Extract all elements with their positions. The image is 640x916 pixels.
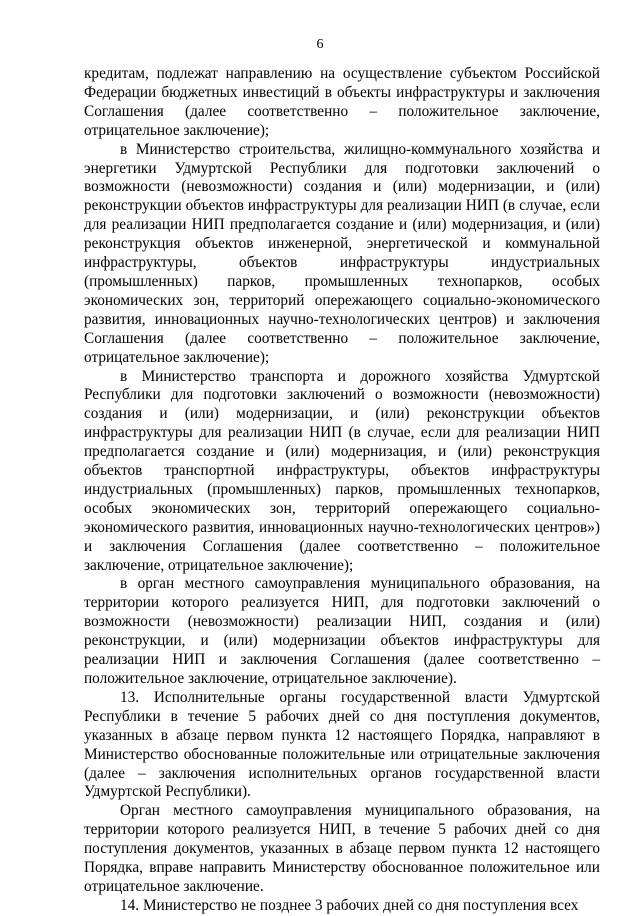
page-number: 6 [316,37,324,52]
paragraph-item-14: 14. Министерство не позднее 3 рабочих дней со дня поступления всех [120,896,579,914]
paragraph-continuation: кредитам, подлежат направлению на осуществление субъектом Российской Федерации бюджетных инвестиций в объекты инфраструктуры и заключения Соглашения (далее соответственно – положительное заключение, отрицательное заключение); [84,65,600,139]
paragraph-ministry-construction: в Министерство строительства, жилищно-коммунального хозяйства и энергетики Удмуртской Республики для подготовки заключений о возможности (невозможности) создания и (или) модернизации, и (или) реконструкции объектов инфраструктуры для реализации НИП (в случае, если для реализации НИП предполагается создание и (или) модернизация, и (или) реконструкция объектов инженерной, энергетической и коммунальной инфраструктуры, объектов инфраструктуры индустриальных (промышленных) парков, промышленных технопарков, особых экономических зон, территорий опережающего социально-экономического развития, инновационных научно-технологических центров) и заключения Соглашения (далее соответственно – положительное заключение, отрицательное заключение); [84,140,600,366]
paragraph-item-13: 13. Исполнительные органы государственной власти Удмуртской Республики в течение 5 рабочих дней со дня поступления документов, указанных в абзаце первом пункта 12 настоящего Порядка, направляют в Министерство обоснованные положительные или отрицательные заключения (далее – заключения исполнительных органов государственной власти Удмуртской Республики). [84,688,600,801]
paragraph-ministry-transport: в Министерство транспорта и дорожного хозяйства Удмуртской Республики для подготовки заключений о возможности (невозможности) создания и (или) модернизации, и (или) реконструкции объектов инфраструктуры для реализации НИП (в случае, если для реализации НИП предполагается создание и (или) модернизация, и (или) реконструкция объектов транспортной инфраструктуры, объектов инфраструктуры индустриальных (промышленных) парков, промышленных технопарков, особых экономических зон, территорий опережающего социально-экономического развития, инновационных научно-технологических центров») и заключения Соглашения (далее соответственно – положительное заключение, отрицательное заключение); [84,367,600,574]
paragraph-local-government: в орган местного самоуправления муниципального образования, на территории которого реализуется НИП, для подготовки заключений о возможности (невозможности) реализации НИП, создания и (или) реконструкции, и (или) модернизации объектов инфраструктуры для реализации НИП и заключения Соглашения (далее соответственно – положительное заключение, отрицательное заключение). [84,575,600,687]
document-body [84,65,600,916]
paragraph-local-government-opinion: Орган местного самоуправления муниципального образования, на территории которого реализуется НИП, в течение 5 рабочих дней со дня поступления документов, указанных в абзаце первом пункта 12 настоящего Порядка, вправе направить Министерству обоснованное положительное или отрицательное заключение. [84,802,600,895]
